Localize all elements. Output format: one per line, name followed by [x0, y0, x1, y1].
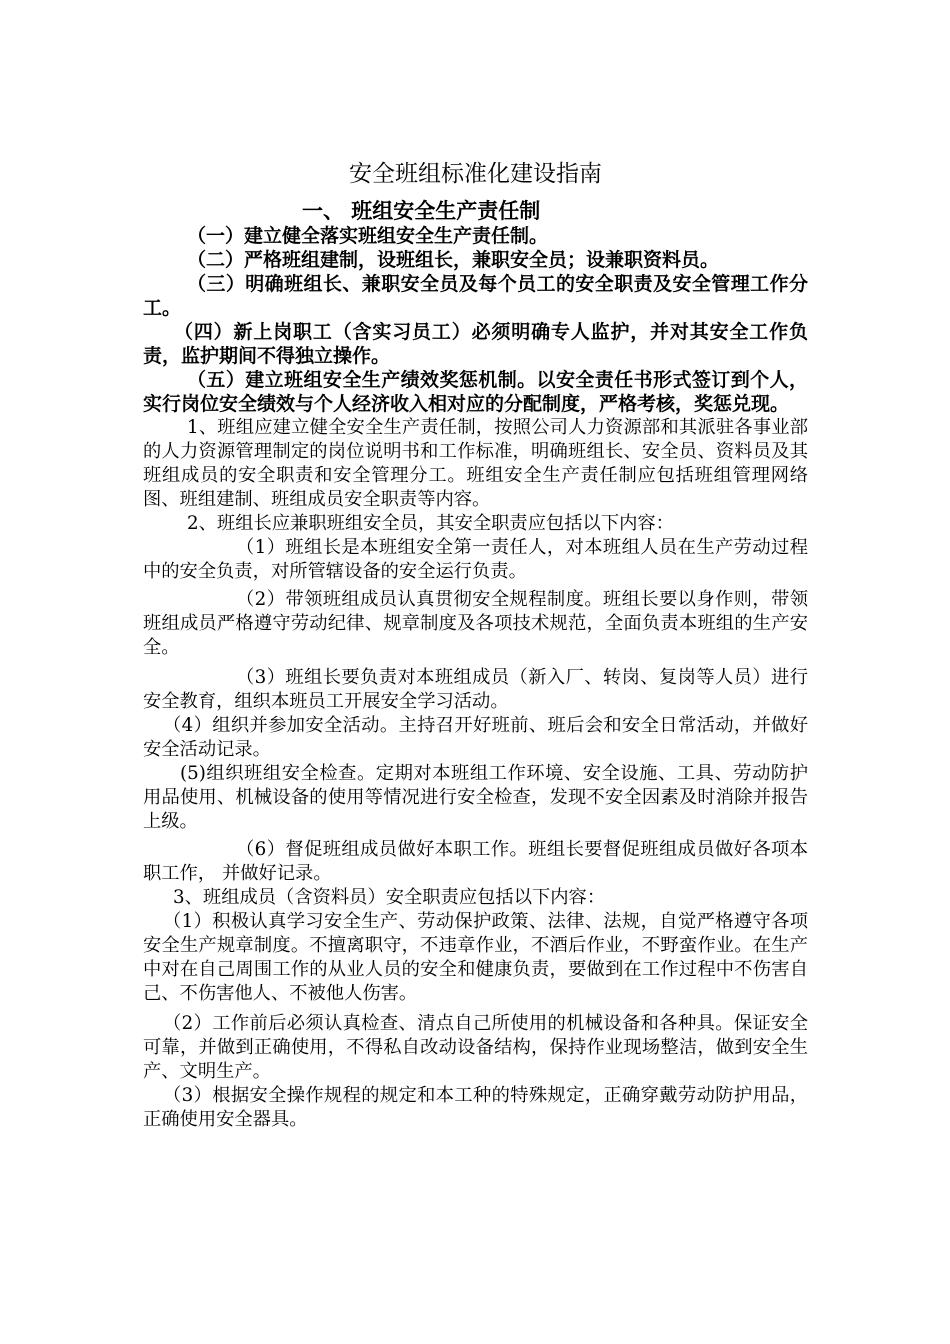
duty-item-3: （三）明确班组长、兼职安全员及每个员工的安全职责及安全管理工作分工。: [143, 273, 808, 319]
document-title: 安全班组标准化建设指南: [349, 161, 602, 187]
paragraph-3: 3、班组成员（含资料员）安全职责应包括以下内容：: [173, 887, 606, 908]
paragraph-1: 1、班组应建立健全安全生产责任制，按照公司人力资源部和其派驻各事业部的人力资源管理制定的岗位说明书和工作标准，明确班组长、安全员、资料员及其班组成员的安全职责和安全管理分工。班组安全生产责任制应包括班组管理网络图、班组建制、班组成员安全职责等内容。: [143, 417, 808, 510]
duty-item-5: （五）建立班组安全生产绩效奖惩机制。以安全责任书形式签订到个人，实行岗位安全绩效与个人经济收入相对应的分配制度，严格考核，奖惩兑现。: [143, 369, 808, 415]
paragraph-3-item-3: （3）根据安全操作规程的规定和本工种的特殊规定，正确穿戴劳动防护用品，正确使用安全器具。: [143, 1085, 808, 1130]
paragraph-2-item-1: （1）班组长是本班组安全第一责任人，对本班组人员在生产劳动过程中的安全负责，对所管辖设备的安全运行负责。: [143, 537, 808, 582]
duty-item-4: （四）新上岗职工（含实习员工）必须明确专人监护，并对其安全工作负责，监护期间不得独立操作。: [143, 321, 808, 367]
document-body: [143, 150, 808, 1132]
paragraph-2-item-2: （2）带领班组成员认真贯彻安全规程制度。班组长要以身作则，带领班组成员严格遵守劳动纪律、规章制度及各项技术规范，全面负责本班组的生产安全。: [143, 589, 808, 658]
paragraph-3-item-1: （1）积极认真学习安全生产、劳动保护政策、法律、法规，自觉严格遵守各项安全生产规章制度。不擅离职守，不违章作业，不酒后作业，不野蛮作业。在生产中对在自己周围工作的从业人员的安全和健康负责，要做到在工作过程中不伤害自己、不伤害他人、不被他人伤害。: [143, 911, 808, 1004]
paragraph-2-item-4: （4）组织并参加安全活动。主持召开好班前、班后会和安全日常活动，并做好安全活动记录。: [143, 715, 808, 760]
paragraph-2: 2、班组长应兼职班组安全员，其安全职责应包括以下内容：: [187, 513, 674, 534]
paragraph-3-item-2: （2）工作前后必须认真检查、清点自己所使用的机械设备和各种具。保证安全可靠，并做到正确使用，不得私自改动设备结构，保持作业现场整洁，做到安全生产、文明生产。: [143, 1013, 808, 1082]
paragraph-2-item-6: （6）督促班组成员做好本职工作。班组长要督促班组成员做好各项本职工作， 并做好记录。: [143, 839, 808, 884]
paragraph-2-item-3: （3）班组长要负责对本班组成员（新入厂、转岗、复岗等人员）进行安全教育，组织本班员工开展安全学习活动。: [143, 667, 808, 712]
paragraph-2-item-5: (5)组织班组安全检查。定期对本班组工作环境、安全设施、工具、劳动防护用品使用、机械设备的使用等情况进行安全检查，发现不安全因素及时消除并报告上级。: [143, 763, 808, 832]
duty-item-1: （一）建立健全落实班组安全生产责任制。: [187, 225, 549, 247]
duty-item-2: （二）严格班组建制，设班组长，兼职安全员；设兼职资料员。: [187, 249, 720, 271]
section-heading: 一、 班组安全生产责任制: [302, 199, 541, 223]
